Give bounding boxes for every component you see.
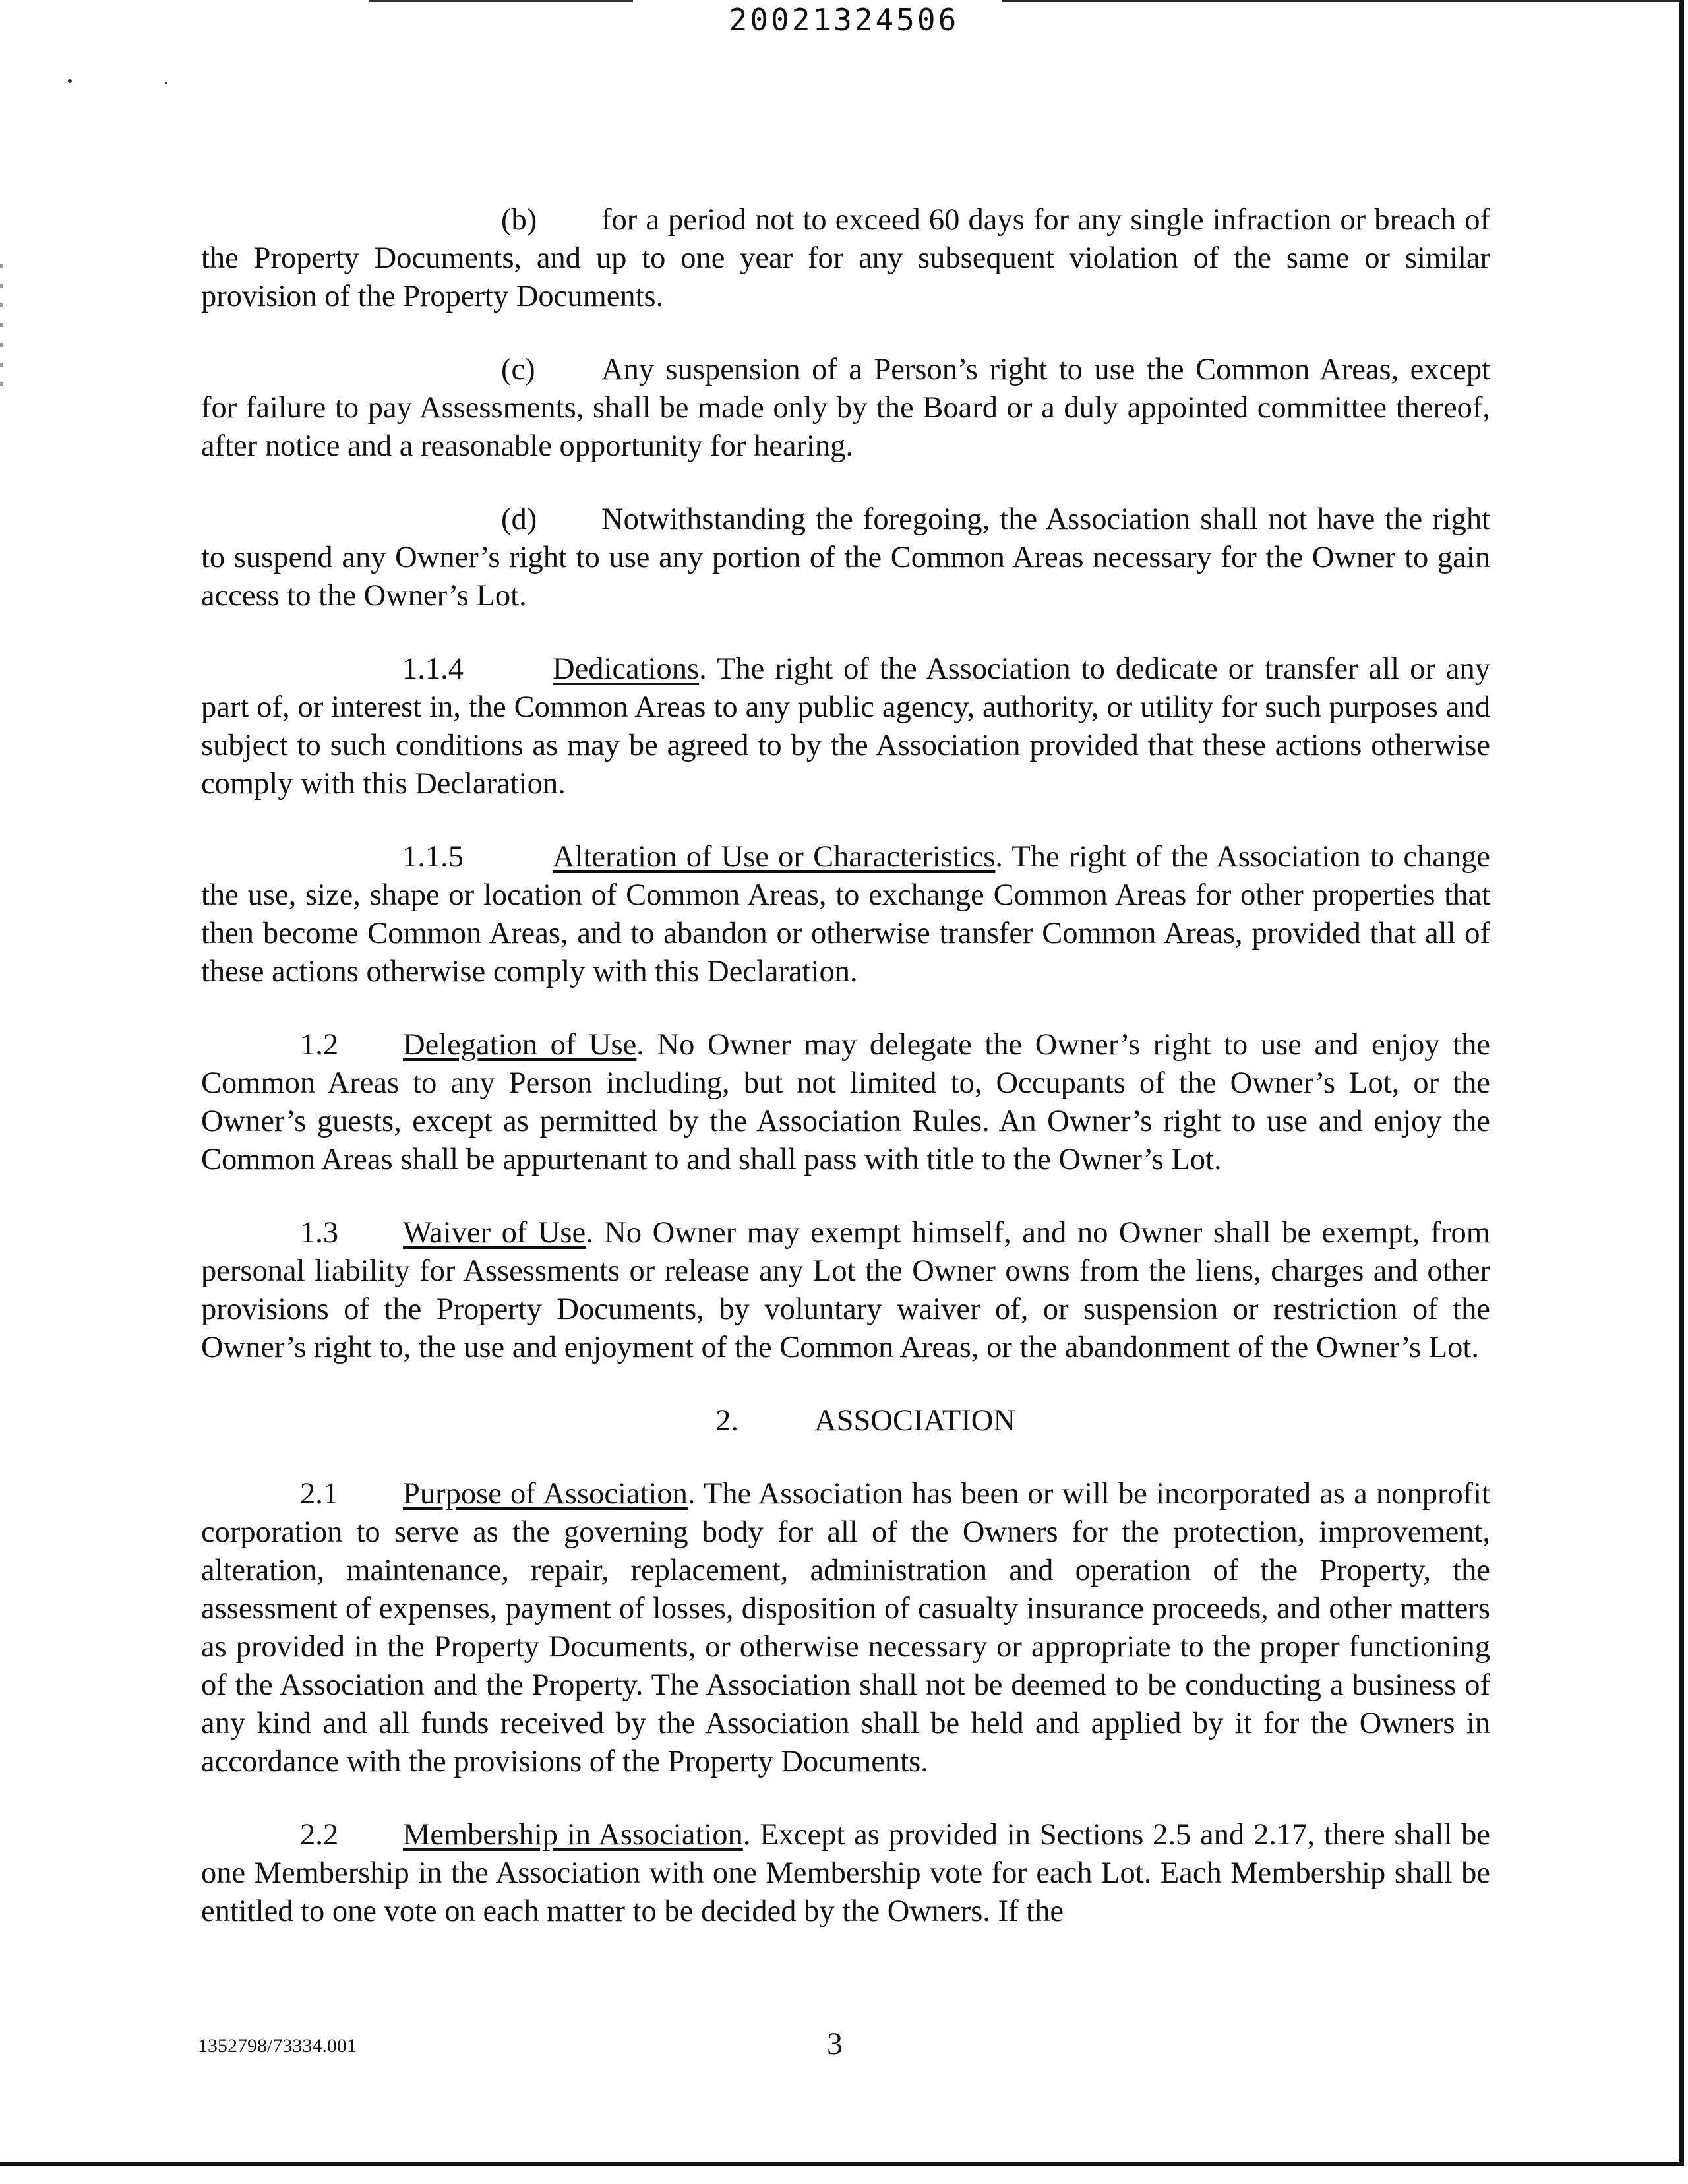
paragraph-b	[201, 201, 1490, 316]
section-number: 2.1	[300, 1477, 339, 1511]
section-text: . The Association has been or will be incorporated as a nonprofit corporation to serve as the governing body for all of the Owners for the protection, improvement, alteration, maintenance, repair, replacement, administration and operation of the Property, the assessment of expenses, payment of losses, disposition of casualty insurance proceeds, and other matters as provided in the Property Documents, or otherwise necessary or appropriate to the proper functioning of the Association and the Property. The Association shall not be deemed to be conducting a business of any kind and all funds received by the Association shall be held and applied by it for the Owners in accordance with the provisions of the Property Documents.	[201, 1477, 1490, 1778]
scan-speck	[68, 79, 72, 83]
section-text: . No Owner may delegate the Owner’s right to use and enjoy the Common Areas to any Person including, but not limited to, Occupants of the Owner’s Lot, or the Owner’s guests, except as permitted by the Association Rules. An Owner’s right to use and enjoy the Common Areas shall be appurtenant to and shall pass with title to the Owner’s Lot.	[201, 1028, 1490, 1176]
paragraph-label: (b)	[501, 203, 537, 237]
section-title: Purpose of Association	[403, 1477, 688, 1511]
section-text: . The right of the Association to change the use, size, shape or location of Common Areas, to exchange Common Areas for other properties that then become Common Areas, and to abandon or otherwise transfer Common Areas, provided that all of these actions otherwise comply with this Declaration.	[201, 840, 1490, 988]
footer-file-id: 1352798/73334.001	[198, 2035, 357, 2057]
section-title: Alteration of Use or Characteristics	[553, 840, 996, 874]
section-text: . Except as provided in Sections 2.5 and 2.17, there shall be one Membership in the Association with one Membership vote for each Lot. Each Membership shall be entitled to one vote on each matter to be decided by the Owners. If the	[201, 1818, 1490, 1928]
paragraph-d	[201, 501, 1490, 615]
section-1-1-4	[201, 650, 1490, 803]
scan-border-right	[1679, 0, 1684, 2164]
section-1-3	[201, 1214, 1490, 1367]
section-number: 1.2	[300, 1028, 339, 1062]
article-number: 2.	[715, 1404, 738, 1438]
section-text: . The right of the Association to dedicate or transfer all or any part of, or interest in, the Common Areas to any public agency, authority, or utility for such purposes and subject to such conditions as may be agreed to by the Association provided that these actions otherwise comply with this Declaration.	[201, 652, 1490, 801]
scan-speck	[165, 82, 167, 84]
section-title: Membership in Association	[403, 1818, 743, 1852]
section-1-2	[201, 1026, 1490, 1179]
section-title: Delegation of Use	[403, 1028, 637, 1062]
paragraph-label: (d)	[501, 502, 537, 536]
section-number: 1.1.5	[402, 840, 464, 874]
paragraph-text: Notwithstanding the foregoing, the Association shall not have the right to suspend any Owner’s right to use any portion of the Common Areas necessary for the Owner to gain access to the Owner’s Lot.	[201, 502, 1490, 613]
paragraph-c	[201, 351, 1490, 466]
page-number: 3	[827, 2026, 843, 2061]
section-title: Waiver of Use	[403, 1216, 586, 1250]
section-title: Dedications	[553, 652, 700, 686]
article-heading	[201, 1402, 1490, 1440]
paragraph-label: (c)	[501, 353, 535, 386]
scan-border-bottom	[0, 2162, 1684, 2166]
paragraph-text: for a period not to exceed 60 days for any single infraction or breach of the Property Documents, and up to one year for any subsequent violation of the same or similar provision of the Property Documents.	[201, 203, 1490, 313]
paragraph-text: Any suspension of a Person’s right to use the Common Areas, except for failure to pay Assessments, shall be made only by the Board or a duly appointed committee thereof, after notice and a reasonable opportunity for hearing.	[201, 353, 1490, 463]
document-number: 20021324506	[729, 2, 959, 38]
section-2-2	[201, 1816, 1490, 1931]
article-title: ASSOCIATION	[814, 1404, 1015, 1438]
section-text: . No Owner may exempt himself, and no Owner shall be exempt, from personal liability for Assessments or release any Lot the Owner owns from the liens, charges and other provisions of the Property Documents, by voluntary waiver of, or suspension or restriction of the Owner’s right to, the use and enjoyment of the Common Areas, or the abandonment of the Owner’s Lot.	[201, 1216, 1490, 1364]
section-2-1	[201, 1475, 1490, 1781]
section-1-1-5	[201, 838, 1490, 991]
scan-edge-marks	[0, 264, 3, 396]
section-number: 1.1.4	[402, 652, 464, 686]
section-number: 2.2	[300, 1818, 339, 1852]
document-body	[201, 201, 1490, 1966]
section-number: 1.3	[300, 1216, 339, 1250]
